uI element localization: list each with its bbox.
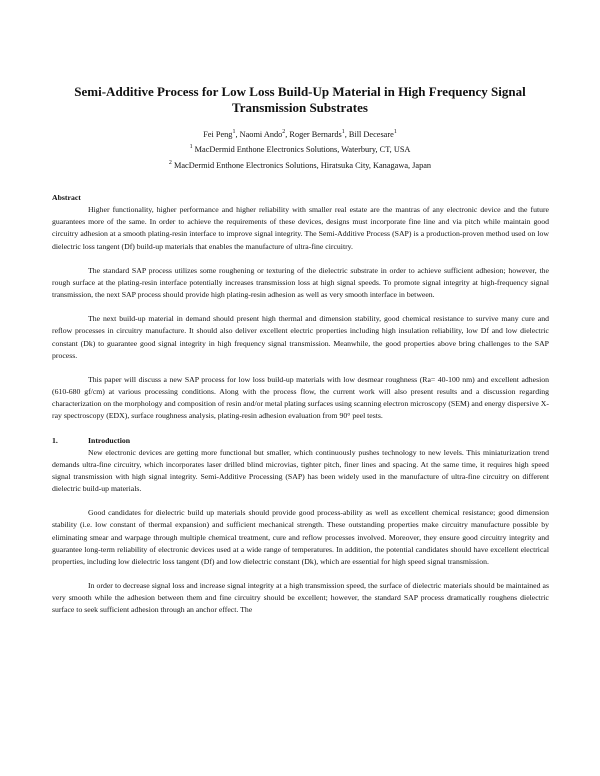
affiliation-mark: 1 — [232, 129, 236, 135]
abstract-paragraph: The next build-up material in demand should present high thermal and dimension stability, good chemical resistance to survive many cure and reflow processes in circuitry manufacture. It should also deliver excellent electric properties including high insulation reliability, low Df and low dielectric constant (Dk) to guarantee good signal integrity in high frequency signal transmission. Meanwhile, the good properties above bring challenges to the SAP process. — [52, 314, 549, 360]
intro-paragraph: In order to decrease signal loss and increase signal integrity at a high transmission speed, the surface of dielectric materials should be maintained as very smooth while the adhesion between them and fine circuitry should be excellent; however, the standard SAP process dramatically roughens dielectric surface to seek sufficient adhesion through an anchor effect. The — [52, 581, 549, 615]
paper-title-line-2: Transmission Substrates — [232, 100, 368, 115]
abstract-paragraph: This paper will discuss a new SAP process for low loss build-up materials with low desmear roughness (Ra= 40-100 nm) and excellent adhesion (610-680 gf/cm) at various processing conditions. Along with the process flow, the current work will also present results and a discussion regarding characterization on the morphology and composition of resin and/or metal plating surfaces using scanning electron microscopy (SEM) and energy dispersive X-ray spectroscopy (EDX), surface roughness analysis, plating-resin adhesion evaluation from 90° peel tests. — [52, 374, 549, 421]
abstract-heading: Abstract — [52, 193, 81, 202]
author-name: Roger Bernards — [289, 129, 342, 139]
section-number: 1. — [52, 435, 58, 445]
affiliation-mark: 1 — [189, 144, 193, 151]
affiliation-mark: 2 — [168, 159, 172, 166]
author-name: Bill Decesare — [348, 129, 394, 139]
affiliation-mark: 1 — [341, 129, 345, 135]
intro-paragraph: New electronic devices are getting more functional but smaller, which continuously pushes technology to new levels. This miniaturization trend demands ultra-fine circuitry, which incorporates laser drilled blind microvias, tighter pitch, finer lines and spacing. At the same time, it requires high speed signal transmission with high signal integrity. Semi-Additive Processing (SAP) has been widely used in the manufacture of ultra-fine circuitry on different dielectric build-up materials. — [52, 447, 549, 494]
author-name: Naomi Ando — [239, 129, 283, 139]
section-title: Introduction — [88, 435, 131, 445]
intro-paragraph: Good candidates for dielectric build up materials should provide good process-ability as well as excellent chemical resistance; good dimension stability (i.e. low constant of thermal expansion) and sufficient mechanical strength. These outstanding properties make circuitry manufacture possible by eliminating smear and warpage through multiple chemical treatment, cure and reflow processes involved. Moreover, they ensure good circuitry integrity and guarantee long-term reliability of electronic devices used at a wide range of temperatures. In addition, the potential candidates should have excellent electrical properties, including low dielectric loss tangent (Df) and low dielectric constant (Dk), which are essential for high speed signal transmission. — [52, 508, 549, 566]
affiliation-text: MacDermid Enthone Electronics Solutions, Hiratsuka City, Kanagawa, Japan — [174, 160, 432, 170]
author-name: Fei Peng — [203, 129, 233, 139]
abstract-paragraph: The standard SAP process utilizes some roughening or texturing of the dielectric substrate in order to achieve sufficient adhesion; however, the rough surface at the plating-resin interface potentially increases transmission loss at high signal speeds. To promote signal integrity at high-frequency signal transmission, the next SAP process should provide high plating-resin adhesion as well as very smooth interface in between. — [52, 265, 549, 300]
paper-title — [40, 84, 560, 116]
affiliation-mark: 2 — [282, 129, 286, 135]
author-block — [40, 126, 560, 172]
paper-title-line-1: Semi-Additive Process for Low Loss Build-Up Material in High Frequency Signal — [74, 84, 526, 99]
abstract-paragraph: Higher functionality, higher performance and higher reliability with smaller real estate are the mantras of any electronic device and the future guarantees more of the same. In order to achieve the requirements of these devices, designs must incorporate fine line and via pitch while maintain good circuitry adhesion at a smooth plating-resin interface to improve signal integrity. The Semi-Additive Process (SAP) is a production-proven method used on low dielectric loss tangent (Df) build-up materials that enables the manufacture of ultra-fine circuitry. — [52, 205, 549, 251]
affiliation-mark: 1 — [393, 129, 397, 135]
affiliation-2 — [40, 157, 560, 172]
author-list: Fei Peng$^1$, Naomi Ando$^2$, Roger Bernards$^1$, Bill Decesare$^1$ — [203, 129, 397, 139]
affiliation-text: MacDermid Enthone Electronics Solutions, Waterbury, CT, USA — [194, 145, 411, 155]
section-heading-introduction — [52, 435, 549, 447]
body-text — [52, 192, 549, 617]
affiliation-1 — [40, 141, 560, 156]
